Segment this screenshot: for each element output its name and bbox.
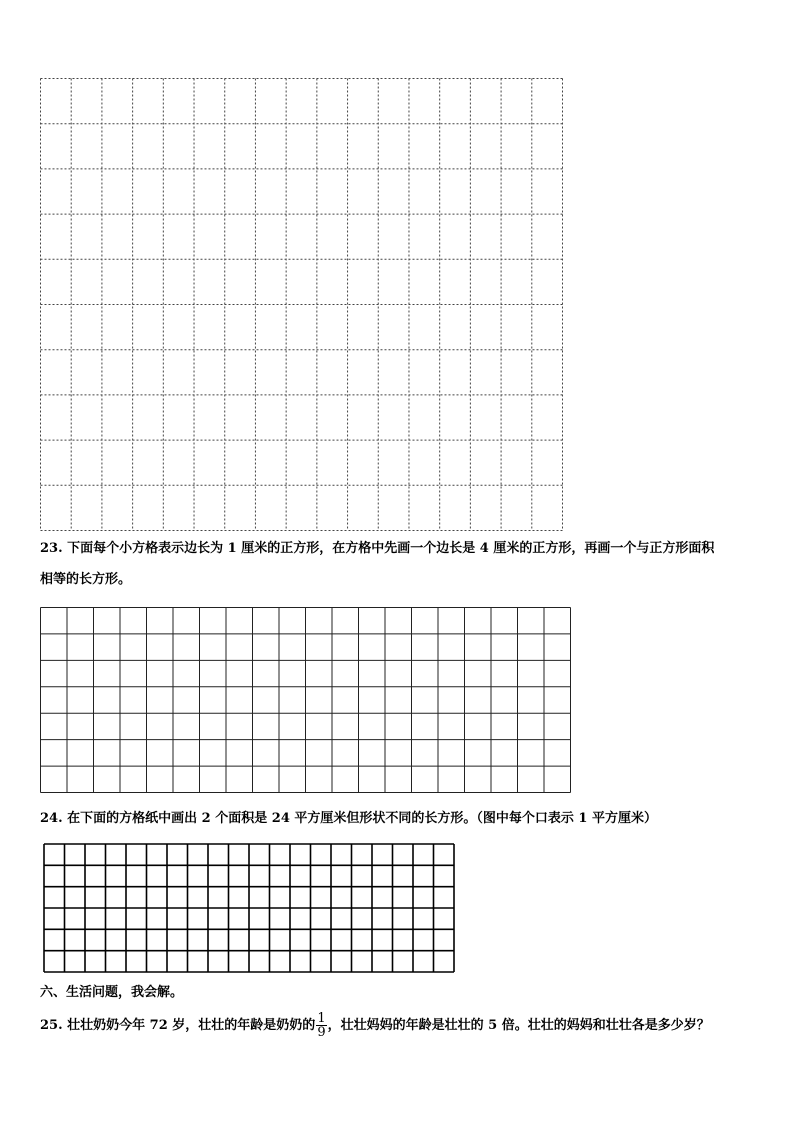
question-23-square-grid	[40, 607, 571, 793]
question-23-text: 下面每个小方格表示边长为 1 厘米的正方形，在方格中先画一个边长是 4 厘米的正方形，再画一个与正方形面积	[67, 541, 715, 556]
question-24-text: 在下面的方格纸中画出 2 个面积是 24 平方厘米但形状不同的长方形。（图中每个口表示 1 平方厘米）	[67, 811, 657, 826]
question-25-number: 25.	[40, 1018, 63, 1033]
section-6-heading: 六、生活问题，我会解。	[40, 985, 184, 1000]
question-25-text-before: 壮壮奶奶今年 72 岁，壮壮的年龄是奶奶的	[67, 1018, 316, 1033]
question-24-square-grid	[43, 843, 455, 973]
question-25-text-after: ，壮壮妈妈的年龄是壮壮的 5 倍。壮壮的妈妈和壮壮各是多少岁？	[327, 1018, 710, 1033]
question-24-number: 24.	[40, 811, 63, 826]
fraction-numerator: 1	[317, 1011, 326, 1026]
dotted-grid-paper	[40, 78, 563, 531]
question-23-line2: 相等的长方形。	[40, 572, 132, 587]
question-23-number: 23.	[40, 541, 63, 556]
fraction-denominator: 9	[317, 1025, 326, 1040]
fraction-one-ninth	[316, 1012, 326, 1039]
question-24-line	[40, 810, 657, 828]
question-25-line	[40, 1012, 710, 1039]
question-23-line1	[40, 540, 714, 558]
